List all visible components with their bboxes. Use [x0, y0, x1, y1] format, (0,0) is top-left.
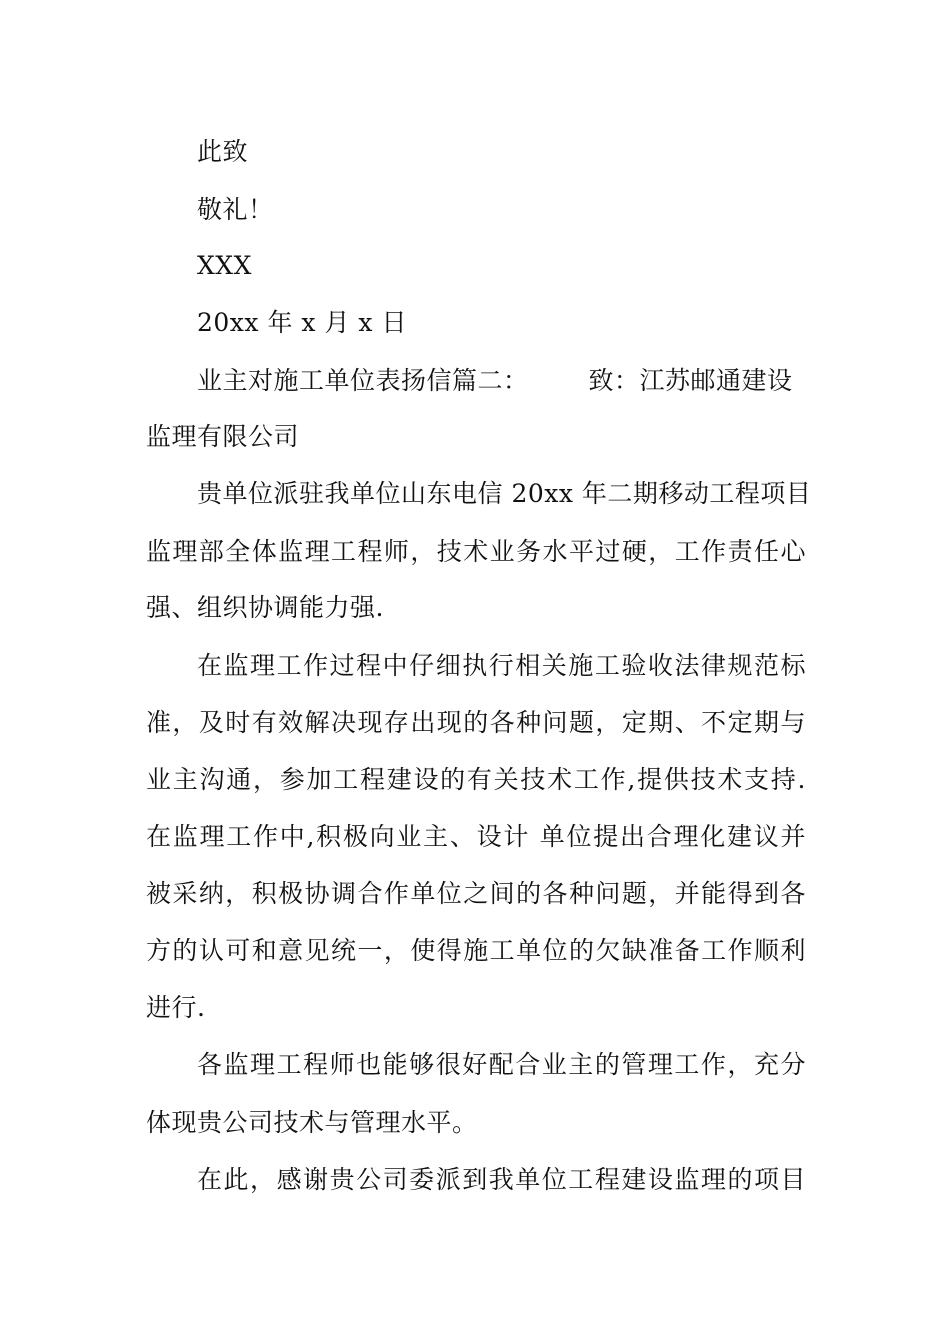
heading-title: 业主对施工单位表扬信篇二：: [197, 366, 529, 395]
para2-line-7: 进行.: [146, 993, 206, 1022]
closing-line-1: 此致: [197, 137, 249, 166]
para2-line-3: 业主沟通，参加工程建设的有关技术工作,提供技术支持.: [146, 765, 806, 794]
para1-line-1: 贵单位派驻我单位山东电信 20xx 年二期移动工程项目: [197, 479, 812, 508]
para3-line-1: 各监理工程师也能够很好配合业主的管理工作，充分: [197, 1050, 806, 1079]
closing-line-2: 敬礼！: [197, 195, 274, 224]
para2-line-4: 在监理工作中,积极向业主、设计 单位提出合理化建议并: [146, 822, 806, 851]
para2-line-5: 被采纳，积极协调合作单位之间的各种问题，并能得到各: [146, 879, 806, 908]
para1-line-2: 监理部全体监理工程师，技术业务水平过硬，工作责任心: [146, 537, 806, 566]
heading-recipient: 致：江苏邮通建设: [588, 366, 793, 395]
para1-line-3: 强、组织协调能力强.: [146, 593, 384, 622]
para2-line-2: 准，及时有效解决现存出现的各种问题，定期、不定期与: [146, 708, 806, 737]
para4-line-1: 在此，感谢贵公司委派到我单位工程建设监理的项目: [197, 1165, 806, 1194]
para3-line-2: 体现贵公司技术与管理水平。: [146, 1108, 478, 1137]
letter-two-heading: [197, 366, 807, 396]
para2-line-1: 在监理工作过程中仔细执行相关施工验收法律规范标: [197, 651, 806, 680]
heading-continuation: 监理有限公司: [146, 422, 300, 451]
para2-line-6: 方的认可和意见统一，使得施工单位的欠缺准备工作顺利: [146, 936, 806, 965]
date: 20xx 年 x 月 x 日: [197, 308, 407, 337]
signature: XXX: [197, 251, 252, 280]
